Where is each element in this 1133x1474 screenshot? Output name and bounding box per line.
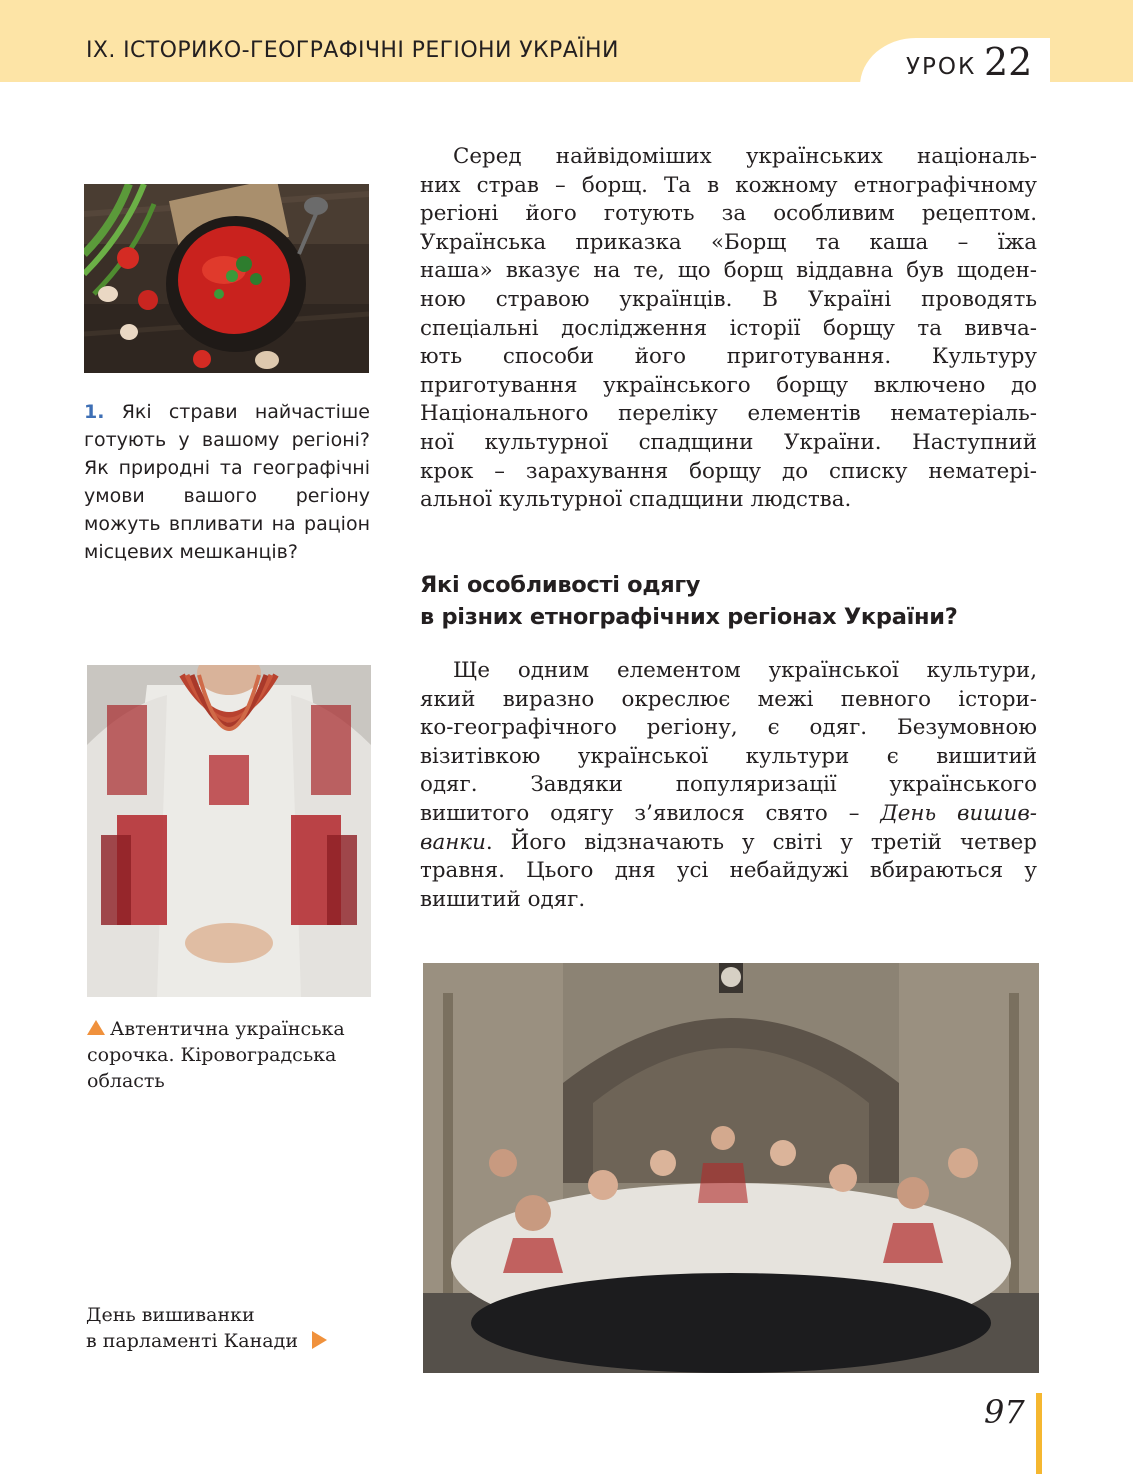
page-number: 97: [984, 1393, 1025, 1431]
parliament-group-photo: [423, 963, 1039, 1373]
question-1: 1. Які страви найчастіше готують у вашому регіоні? Як природні та географічні умови вашого регіону можуть впливати на раціон місцевих мешканців?: [84, 401, 371, 563]
shirt-caption: Автентична українська сорочка. Кіровоградська область: [87, 1018, 345, 1092]
triangle-right-icon: [312, 1331, 327, 1349]
page-accent-bar: [1036, 1393, 1042, 1474]
section-heading: Які особливості одягу в різних етнографічних регіонах України?: [420, 572, 958, 630]
triangle-up-icon: [87, 1020, 105, 1035]
lesson-number: 22: [984, 40, 1033, 84]
paragraph-borsch: Серед найвідоміших українських національ- них страв – борщ. Та в кожному етнографічному регіоні його готують за особливим рецептом. Українська приказка «Борщ та каша – їжа наша» вказує на те, що борщ віддавна був щоден- ною стравою українців. В Україні проводять спеціальні дослідження історії борщу та вивча- ють способи його приготування. Культуру приготування українського борщу включено до Національного переліку елементів нематеріаль- ної культурної спадщини України. Наступний крок – зарахування борщу до списку нематері- альної культурної спадщини людства.: [420, 144, 1037, 513]
question-number: 1.: [84, 401, 105, 423]
parliament-caption: День вишиванки в парламенті Канади: [86, 1302, 327, 1354]
borsch-photo: [84, 184, 369, 373]
chapter-title: IX. ІСТОРИКО-ГЕОГРАФІЧНІ РЕГІОНИ УКРАЇНИ: [86, 38, 619, 63]
embroidered-shirt-photo: [87, 665, 371, 997]
paragraph-clothing: Ще одним елементом української культури, який виразно окреслює межі певного істори- ко-географічного регіону, є одяг. Безумовною візитівкою української культури є вишитий одяг. Завдяки популяризації українського вишитого одягу з’явилося свято – День вишив- ванки. Його відзначають у світі у третій четвер травня. Цього дня усі небайдужі вбираються у вишитий одяг.: [420, 658, 1037, 912]
lesson-label: УРОК: [906, 54, 977, 80]
